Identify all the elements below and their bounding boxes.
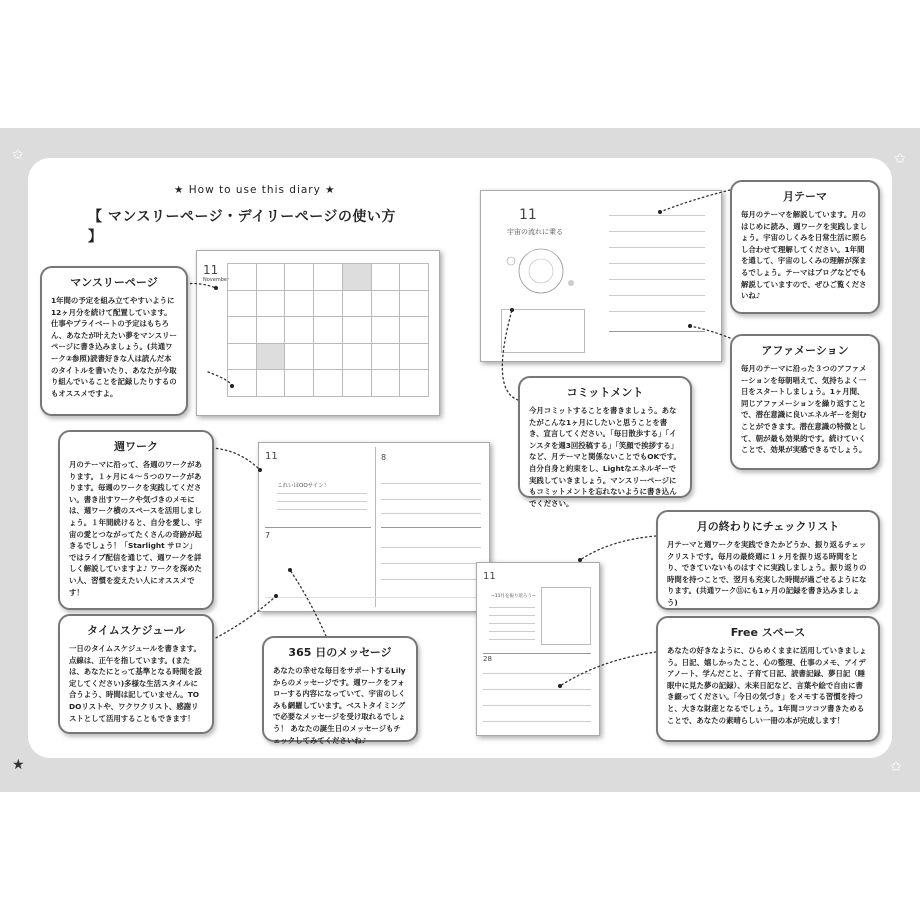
- callout-text: 一日のタイムスケジュールを書きます。点線は、正午を指しています。(または、あなたにとって基準となる時間を設定してください)多様な生活スタイルに合うよう、時間は記していません。TO DOリストや、ワクワクリスト、感謝リストとして活用することもできます！: [69, 644, 202, 723]
- monthly-page-thumbnail: [196, 250, 440, 416]
- callout-commitment: [518, 376, 692, 508]
- callout-time-schedule: [58, 614, 214, 734]
- callout-end-of-month-checklist: [656, 510, 880, 610]
- month-number: 11: [203, 263, 219, 277]
- commitment-field: [501, 309, 585, 353]
- callout-text: 月のテーマに沿って、各週のワークがあります。１ヶ月に４～５つのワークがあります。毎週のワークを実践してください。書き出すワークや気づきのメモには、週ワーク横のスペースを活用しましょう。１年間続けると、自分を愛し、宇宙の愛とつながってたくさんの奇跡が起きるでしょう！「Starlight サロン」ではライブ配信を通じて、週ワークを詳しく解説していますよ♪ ワークを深めたい人、習慣を変えたい人にオススメです！: [69, 460, 203, 597]
- day-number: 28: [483, 655, 492, 663]
- callout-monthly-page: [40, 266, 188, 416]
- page-header: [88, 184, 398, 246]
- theme-month-number: 11: [519, 207, 537, 223]
- callout-title: マンスリーページ: [70, 276, 158, 289]
- weekly-month-number: 11: [265, 451, 278, 462]
- callout-text: 1年間の予定を組み立てやすいように12ヶ月分を続けて配置しています。仕事やプライベートの予定はもちろん、あなたが叶えたい夢をマンスリーページに書き込みましょう。(共通ワーク②参照)読書好きな人は読んだ本のタイトルを書いたり、あなたが今取り組んでいることを記録したりするのもオススメですよ。: [51, 296, 177, 398]
- callout-title: Free スペース: [730, 626, 806, 639]
- page-subtitle: ★ How to use this diary ★: [174, 184, 336, 196]
- universe-illustration: [491, 241, 591, 301]
- weekly-page-thumbnail: [258, 442, 490, 612]
- callout-text: あなたの好きなように、ひらめくままに活用していきましょう。日記、嬉しかったこと、心の整理、仕事のメモ、アイデアノート、学んだこと、子育て日記、読書記録、夢日記（睡眠中に見た夢の記録）、未来日記など、言葉や絵で自由に書き綴ってください。「今日の気づき」をメモする習慣を持つと、大きな財産となるでしょう。1年間コツコツ書きためることで、あなたの素晴らしい一冊の本が完成します！: [667, 646, 867, 725]
- month-name: November: [203, 277, 230, 283]
- callout-affirmation: [730, 334, 880, 470]
- callout-title: 月の終わりにチェックリスト: [696, 520, 840, 533]
- star-icon: ✩: [894, 151, 906, 167]
- callout-text: 月テーマと週ワークを実践できたかどうか、振り返るチェックリストです。毎月の最終週に１ヶ月を振り返る時間をとり、できていないものはすぐに実践しましょう。振り返りの時間を持つことで、翌月も充実した時間が過ごせるようになります。(共通ワーク⑪にも1ヶ月の記録を書き込みましょう): [667, 540, 867, 607]
- page-title: 【 マンスリーページ・デイリーページの使い方 】: [88, 209, 396, 245]
- checklist-month-number: 11: [483, 571, 496, 582]
- star-icon: ★: [12, 757, 25, 773]
- calendar-grid: [227, 263, 429, 397]
- day-number: 7: [265, 531, 271, 540]
- theme-page-thumbnail: [480, 190, 722, 362]
- checklist-page-thumbnail: [476, 562, 600, 736]
- callout-title: タイムスケジュール: [86, 624, 186, 637]
- checklist-heading: ~11月を振り返ろう~: [491, 594, 536, 599]
- callout-free-space: [656, 616, 880, 742]
- star-icon: ✩: [12, 147, 24, 163]
- theme-heading: 宇宙の流れに乗る: [507, 228, 563, 236]
- callout-text: 今月コミットすることを書きましょう。あなたがこんな1ヶ月にしたいと思うことを書き、宣言してください。「毎日散歩する」「インスタを週3回投稿する」「笑顔で挨拶する」など、月テーマと関係ないことでもOKです。自分自身と約束をし、Lightなエネルギーで実践していきましょう。マンスリーページにもコミットメントを忘れないように書き込んでください。: [529, 406, 681, 508]
- callout-365-messages: [262, 636, 418, 745]
- callout-title: コミットメント: [566, 386, 644, 399]
- day-number: 8: [381, 453, 387, 462]
- callout-title: 週ワーク: [114, 440, 158, 453]
- callout-text: あなたの幸せな毎日をサポートするLilyからのメッセージです。週ワークをフォローする内容になっていて、宇宙のしくみも網羅しています。ベストタイミングで必要なメッセージを受け取れるでしょう！ あなたの誕生日のメッセージもチェックしてみてくださいね♪: [273, 666, 406, 745]
- callout-weekly-work: [58, 430, 214, 610]
- callout-title: アファメーション: [761, 344, 849, 357]
- callout-text: 毎月のテーマを解説しています。月のはじめに読み、週ワークを実践しましょう。宇宙のしくみを日常生活に照らし合わせて理解してください。1年間を通して、宇宙のしくみの理解が深まるでしょう。テーマはブログなどでも解説していますので、ぜひご覧くださいね♪: [741, 210, 868, 301]
- weekly-work-heading: これいはOOサイン！: [277, 483, 330, 489]
- checklist-frame: [541, 587, 591, 645]
- star-icon: ✩: [890, 759, 902, 775]
- callout-monthly-theme: [730, 180, 880, 314]
- callout-title: 月テーマ: [783, 190, 827, 203]
- callout-text: 毎月のテーマに沿った３つのアファメーションを毎朝唱えて、気持ちよく一日をスタートしましょう。1ヶ月間、同じアファメーションを繰り返すことで、潜在意識に良いエネルギーを刻むことができます。潜在意識の特徴として、朝が最も効果的です。続けていくことで、効果が実感できるでしょう。: [741, 364, 867, 455]
- callout-title: 365 日のメッセージ: [288, 646, 392, 659]
